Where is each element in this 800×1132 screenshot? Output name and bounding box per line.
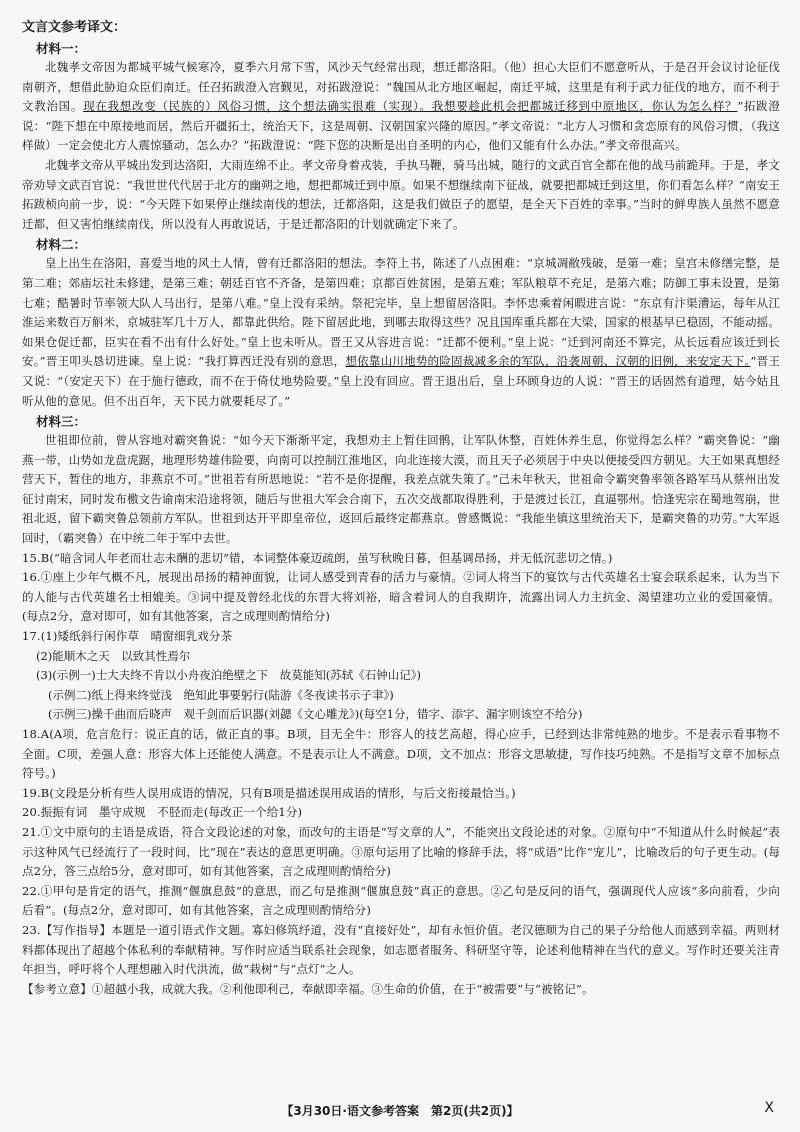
material-3-paragraph: 世祖即位前，曾从容地对霸突鲁说：“如今天下渐渐平定，我想劝主上暂住回鹘，让军队休整，百姓休养生息，你觉得怎么样？”霸突鲁说：“幽燕一带，山势如龙盘虎踞，地理形势雄伟险要，向南可以控制江淮地区，向北连接大漠，而且天子必须居于中央以便接受四方朝见。大王如果真想经营天下，暂住的地方，非燕京不可。”世祖若有所思地说：“若不是你提醒，我差点就失策了。”己未年秋天，世祖命令霸突鲁率领各路军马从蔡州出发征讨南宋，同时发布檄文告谕南宋沿途将领，随后与世祖大军会合南下，五次交战都取得胜利，于是渡过长江，直逼鄂州。恰逢宪宗在蜀地驾崩，世祖北返，留下霸突鲁总领前方军队。世祖到达开平即皇帝位，返回后最终定都燕京。曾感慨说：“我能坐镇这里统治天下，是霸突鲁的功劳。”大军返回时，（霸突鲁）在中统二年于军中去世。 [22, 433, 780, 546]
answer-17-2: (2)能顺木之天 以致其性焉尔 [36, 648, 191, 663]
material-1-paragraph-1 [22, 58, 780, 156]
answer-21: 21.①文中原句的主语是成语，符合文段论述的对象，而改句的主语是“写文章的人”，不能突出文段论述的对象。②原句中“不知道从什么时候起”表示这种风气已经流行了一段时间，比“现在”表达的意思更明确。③原句运用了比喻的修辞手法，将“成语”比作“宠儿”，比喻改后的句子更生动。(每点2分，答三点给5分，意对即可，如有其他答案，言之成理则酌情给分) [22, 824, 780, 879]
answer-18: 18.A(A项，危言危行：说正直的话，做正直的事。B项，目无全牛：形容人的技艺高超，得心应手，已经到达非常纯熟的地步。不是表示看事物不全面。C项，差强人意：形容大体上还能使人满意。不是表示让人不满意。D项，文不加点：形容文思敏捷，写作技巧纯熟。不是指写文章不加标点符号。) [22, 727, 780, 781]
answer-15: 15.B(“暗含词人年老而壮志未酬的悲切”错，本词整体豪迈疏朗，虽写秋晚日暮，但基调昂扬，并无低沉悲切之情。) [22, 550, 613, 565]
answer-17-3: (3)(示例一)士大夫终不肯以小舟夜泊绝壁之下 故莫能知(苏轼《石钟山记》) [36, 668, 421, 683]
corner-mark: X [764, 1100, 774, 1116]
answer-16: 16.①座上少年气概不凡，展现出昂扬的精神面貌，让词人感受到青春的活力与豪情。②词人将当下的宴饮与古代英雄名士宴会联系起来，认为当下的人能与古代英雄名士相媲美。③词中提及曾经北伐的东晋大将刘裕，暗含着词人的自我期许，流露出词人力主抗金、渴望建功立业的爱国豪情。(每点2分，意对即可，如有其他答案，言之成理则酌情给分) [22, 570, 780, 624]
material-3-label: 材料三： [36, 414, 87, 430]
material-2-paragraph [22, 254, 780, 411]
answer-23: 23.【写作指导】本题是一道引语式作文题。寡妇修筑纾道，没有“直接好处”，却有永恒价值。老汉德顺为自己的果子分给他人而感到幸福。两则材料都体现出了超越个体私利的奉献精神。写作时应适当联系社会现象，如志愿者服务、科研坚守等，论述利他精神在当代的意义。写作时还要关注青年担当，呼吁将个人理想融入时代洪流，做“栽树”与“点灯”之人。 [22, 922, 780, 977]
answer-20: 20.振振有词 墨守成规 不胫而走(每改正一个给1分) [22, 805, 303, 820]
answer-17-1: 17.(1)矮纸斜行闲作草 晴窗细乳戏分茶 [22, 629, 233, 644]
m2-text-b: ”晋王又说：“（安定天下）在于施行德政，而不在于倚仗地势险要。”皇上没有回应。晋王退出后，皇上环顾身边的人说：“晋王的话固然有道理，姑今姑且听从他的意见。但不出百年，天下民力就要耗尽了。” [22, 354, 780, 408]
answer-23-reference: 【参考立意】①超越小我，成就大我。②利他即利己，奉献即幸福。③生命的价值，在于“被需要”与“被铭记”。 [22, 981, 594, 996]
m1-underlined-text: 现在我想改变（民族的）风俗习惯，这个想法确实很难（实现）。我想要趁此机会把都城迁移到中原地区，你认为怎么样？ [83, 99, 738, 114]
page-footer: 【3月30日·语文参考答案 第2页(共2页)】 [281, 1104, 519, 1118]
m1-text-a: 北魏孝文帝因为都城平城气候寒冷，夏季六月常下雪，风沙天气经常出现，想迁都洛阳。（他）担心大臣们不愿意听从，于是召开会议讨论征伐南朝齐，想借此胁迫众臣们南迁。任召拓跋澄入宫觐见，对拓跋澄说：“魏国从北方地区崛起，南迁平城，这里是有利于武力征伐的地方，而不利于文教治国。 [22, 60, 780, 114]
answer-17-3-example-3: (示例三)操千曲而后晓声 观千剑而后识器(刘勰《文心雕龙》)(每空1分，错字、添字、漏字则该空不给分) [48, 707, 583, 722]
answer-19: 19.B(文段是分析有些人误用成语的情况，只有B项是描述误用成语的情形，与后文衔接最恰当。) [22, 785, 516, 800]
m2-text-a: 皇上出生在洛阳，喜爱当地的风土人情，曾有迁都洛阳的想法。李符上书，陈述了八点困难：“京城凋敝残破，是第一难；皇宫未修缮完整，是第二难；郊庙坛社未修建，是第三难；朝廷百官不齐备，是第四难；京都百姓贫困，是第五难；军队粮草不充足，是第六难；防御工事未设置，是第七难；酷暑时节率领大队人马出行，是第八难。”皇上没有采纳。祭祀完毕，皇上想留居洛阳。李怀忠乘着闲暇进言说：“东京有汴渠漕运，每年从江淮运来数百万斛米，京城驻军几十万人，都靠此供给。陛下留居此地，到哪去取得这些？况且国库重兵都在大梁，国家的根基早已稳固，不能动摇。如果仓促迁都，臣实在看不出有什么好处。”皇上也未听从。晋王又从容进言说：“迁都不便利。”皇上说：“迁到河南还不算完，从长远看应该迁到长安。”晋王叩头恳切进谏。皇上说：“我打算西迁没有别的意思， [22, 256, 780, 369]
answer-22: 22.①甲句是肯定的语气，推测“偃旗息鼓”的意思，而乙句是推测“偃旗息鼓”真正的意思。②乙句是反问的语气，强调现代人应该“多向前看，少向后看”。(每点2分，意对即可，如有其他答案，言之成理则酌情给分) [22, 883, 780, 918]
m2-underlined-text: 想依靠山川地势的险固裁减多余的军队，沿袭周朝、汉朝的旧例，来安定天下。 [345, 354, 751, 369]
answer-17-3-example-2: (示例二)纸上得来终觉浅 绝知此事要躬行(陆游《冬夜读书示子聿》) [48, 687, 394, 702]
material-1-paragraph-2: 北魏孝文帝从平城出发到达洛阳，大雨连绵不止。孝文帝身着戎装，手执马鞭，骑马出城，随行的文武百官全都在他的战马前跪拜。于是，孝文帝劝导文武百官说：“我世世代代居于北方的幽朔之地，想把都城迁到中原。如果不想继续南下征战，就要把都城迁到这里，你们看怎么样？”南安王拓跋桢向前一步，说：“今天陛下如果停止继续南伐的想法，迁都洛阳，这是我们做臣子的愿望，是全天下百姓的幸事。”当时的鲜卑族人虽然不愿意迁都，但又害怕继续南伐，所以没有人再敢说话，于是迁都洛阳的计划就确定下来了。 [22, 157, 780, 231]
answer-page [22, 18, 780, 999]
material-2-label: 材料二： [36, 237, 87, 253]
material-1-label: 材料一： [36, 41, 87, 56]
section-heading: 文言文参考译文： [22, 20, 127, 35]
m1-text-b: ”拓跋澄说：“陛下想在中原接地而居，然后开疆拓土，统治天下，这是周朝、汉朝国家兴隆的原因。”孝文帝说：“北方人习惯和贪恋原有的风俗习惯，（我这样做）一定会使北方人震惊骚动，怎么办？”拓跋澄说：“陛下您的决断是出自圣明的内心，他们又能有什么办法。”孝文帝很高兴。 [22, 99, 781, 153]
